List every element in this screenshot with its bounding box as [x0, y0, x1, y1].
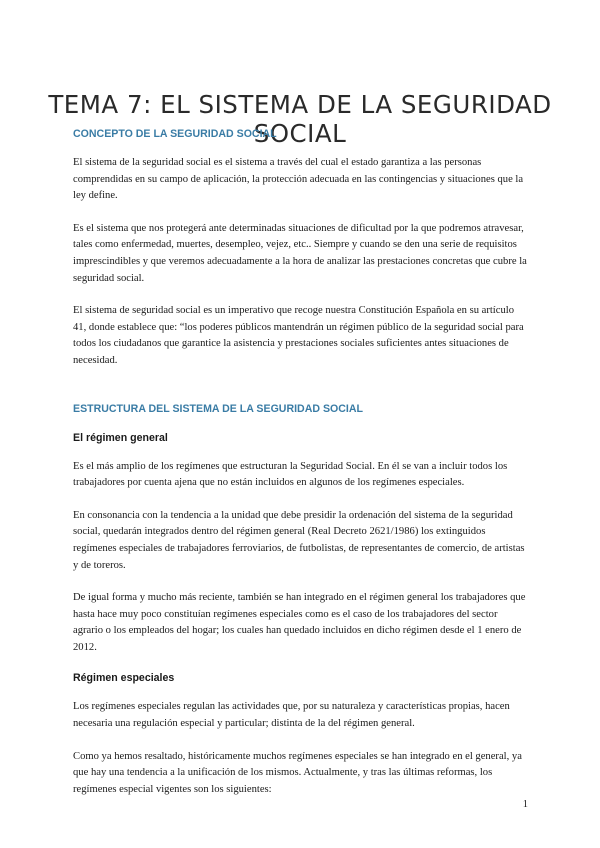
document-body	[73, 128, 529, 798]
paragraph: En consonancia con la tendencia a la unidad que debe presidir la ordenación del sistema de la seguridad social, quedarán integrados dentro del régimen general (Real Decreto 2621/1986) los extinguidos regímenes especiales de trabajadores ferroviarios, de futbolistas, de representantes de comercio, de artistas y de toreros.	[73, 509, 525, 571]
paragraph: Es el sistema que nos protegerá ante determinadas situaciones de dificultad por la que podremos atravesar, tales como enfermedad, muertes, desempleo, vejez, etc.. Siempre y cuando se den una serie de requisitos imprescindibles y que veremos adecuadamente a la hora de analizar las prestaciones concretas que cubre la seguridad social.	[73, 222, 527, 284]
paragraph: Los regímenes especiales regulan las actividades que, por su naturaleza y características propias, hacen necesaria una regulación especial y particular; distinta de la del régimen general.	[73, 701, 510, 730]
paragraph: El sistema de la seguridad social es el sistema a través del cual el estado garantiza a las personas comprendidas en su campo de aplicación, la protección adecuada en las contingencias y situaciones que la ley define.	[73, 157, 524, 202]
paragraph: Es el más amplio de los regímenes que estructuran la Seguridad Social. En él se van a incluir todos los trabajadores por cuenta ajena que no están incluidos en algunos de los regímenes especiales.	[73, 460, 508, 489]
page-number: 1	[522, 799, 528, 810]
subheading-regimen-especiales: Régimen especiales	[73, 672, 175, 685]
document-title: TEMA 7: EL SISTEMA DE LA SEGURIDAD SOCIAL	[48, 90, 552, 149]
section-heading-concepto: CONCEPTO DE LA SEGURIDAD SOCIAL	[73, 128, 277, 140]
section-heading-estructura: ESTRUCTURA DEL SISTEMA DE LA SEGURIDAD SOCIAL	[73, 402, 363, 415]
paragraph: Como ya hemos resaltado, históricamente muchos regímenes especiales se han integrado en el general, ya que hay una tendencia a la unificación de los mismos. Actualmente, y tras las últimas reformas, los regímenes especial vigentes son los siguientes:	[73, 750, 522, 795]
subheading-regimen-general: El régimen general	[73, 431, 168, 444]
paragraph: De igual forma y mucho más reciente, también se han integrado en el régimen general los trabajadores que hasta hace muy poco constituían regímenes especiales como es el caso de los trabajadores del sector agrario o los empleados del hogar; los cuales han quedado incluidos en dicho régimen desde el 1 enero de 2012.	[73, 592, 526, 653]
paragraph: El sistema de seguridad social es un imperativo que recoge nuestra Constitución Española en su artículo 41, donde establece que: “los poderes públicos mantendrán un régimen público de la seguridad social para todos los ciudadanos que garantice la asistencia y prestaciones sociales suficientes antes situaciones de necesidad.	[73, 305, 524, 366]
